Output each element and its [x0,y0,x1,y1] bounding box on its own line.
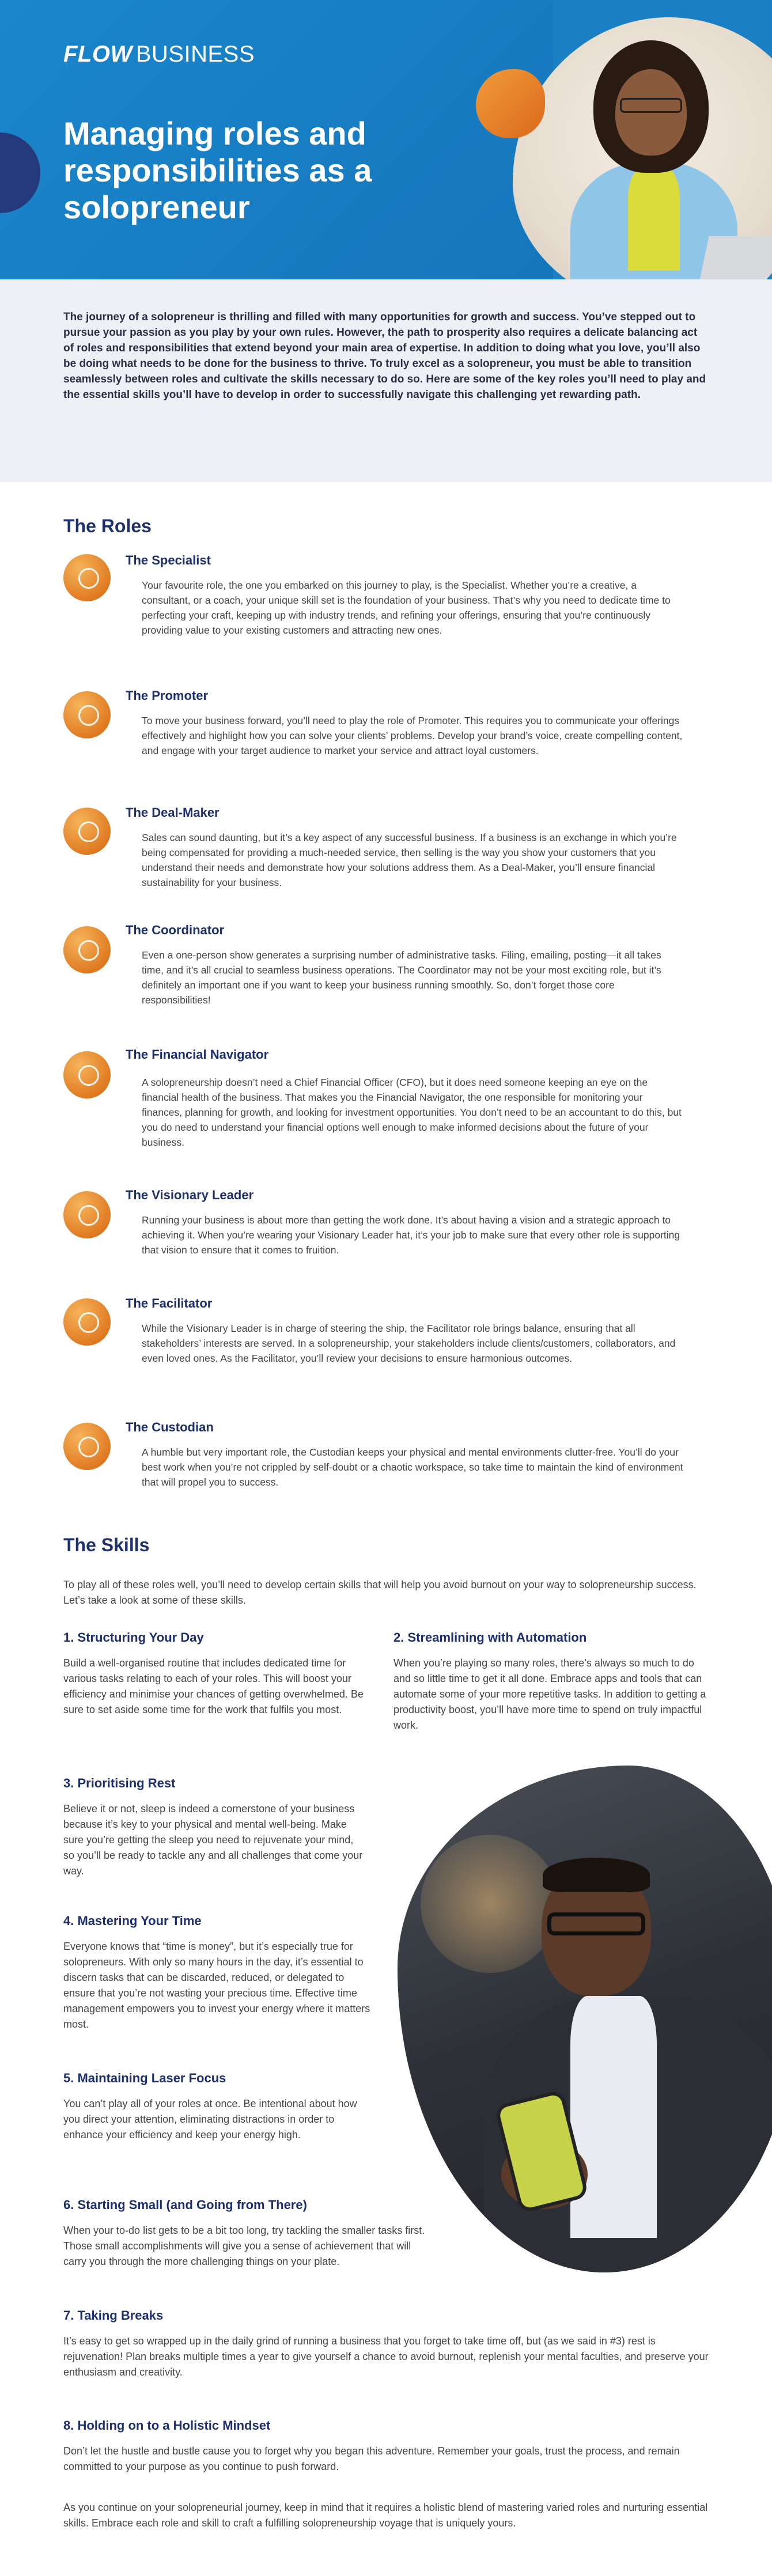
skills-intro: To play all of these roles well, you’ll need to develop certain skills that will help you avoid burnout on your way to solopreneurship success. Let’s take a look at some of these skills. [63,1579,697,1606]
specialist-icon [63,554,111,601]
skill-text-4: Everyone knows that “time is money”, but it’s especially true for solopreneurs. With only so many hours in the day, it’s essential to discern tasks that can be discarded, reduced, or delegated to ensure that you’re not wasting your precious time. Effective time management empowers you to invest your energy where it matters most. [63,1941,370,2030]
photo-shirt [570,1996,657,2238]
skill-title-2: 2. Streamlining with Automation [393,1630,587,1645]
role-text-visionary-leader: Running your business is about more than getting the work done. It’s about having a vision and a strategic approach to achieving it. When you’re wearing your Visionary Leader hat, it’s your job to make sure that every other role is supporting that vision to ensure that it comes to fruition. [142,1214,680,1256]
brand-name-light: BUSINESS [135,41,255,67]
intro-paragraph: The journey of a solopreneur is thrilling and filled with many opportunities for growth and success. You’ve stepped out to pursue your passion as you play by your own rules. However, the path to prosperity also requires a delicate balancing act of roles and responsibilities that extend beyond your main area of expertise. In addition to doing what you love, you’ll also be doing what needs to be done for the business to thrive. To truly excel as a solopreneur, you must be able to transition seamlessly between roles and cultivate the skills necessary to do so. Here are some of the key roles you’ll need to play and the essential skills you’ll have to develop in order to successfully navigate this challenging yet rewarding path. [63,311,706,401]
skill-text-2: When you’re playing so many roles, there’s always so much to do and so little time to get it all done. Embrace apps and tools that can automate some of your more repetitive tasks. In addition to getting a productivity boost, you’ll have more time to spend on truly impactful work. [393,1657,706,1731]
role-title-coordinator: The Coordinator [126,923,225,937]
role-title-specialist: The Specialist [126,553,211,567]
orange-blob-decoration [476,69,545,138]
role-text-specialist: Your favourite role, the one you embarked on this journey to play, is the Specialist. Whether you’re a creative, a consultant, or a coach, your unique skill set is the foundation of your business. That’s why you need to dedicate time to perfecting your craft, keeping up with industry trends, and refining your offerings, ensuring that you’re continuously providing value to your existing customers and attracting new ones. [142,579,671,636]
role-text-promoter: To move your business forward, you’ll need to play the role of Promoter. This requires you to communicate your offerings effectively and highlight how you can solve your clients’ problems. Develop your brand’s voice, create compelling content, and engage with your target audience to market your service and attract loyal customers. [142,715,683,756]
skill-text-3: Believe it or not, sleep is indeed a cornerstone of your business because it’s key to your physical and mental well-being. Make sure you’re getting the sleep you need to rejuvenate your mind, so you’ll be ready to tackle any and all challenges that come your way. [63,1803,363,1877]
skill-title-8: 8. Holding on to a Holistic Mindset [63,2418,271,2433]
photo-laptop [697,236,772,279]
skill-text-5: You can’t play all of your roles at once. Be intentional about how you direct your attention, eliminating distractions in order to enhance your efficiency and keep your energy high. [63,2098,357,2141]
custodian-shield-icon [63,1423,111,1470]
skill-title-1: 1. Structuring Your Day [63,1630,204,1645]
skills-heading: The Skills [63,1535,150,1555]
photo-glasses [620,98,682,113]
brand-logo [63,41,255,67]
skill-text-6: When your to-do list gets to be a bit too long, try tackling the smaller tasks first. Those small accomplishments will give you a sense of achievement that will carry you through the more challenging things on your plate. [63,2225,425,2267]
role-text-custodian: A humble but very important role, the Custodian keeps your physical and mental environments clutter-free. You’ll do your best work when you’re not crippled by self-doubt or a chaotic workspace, so take time to maintain the kind of environment that will propel you to success. [142,1446,683,1488]
role-text-coordinator: Even a one-person show generates a surprising number of administrative tasks. Filing, emailing, posting—it all takes time, and it’s all crucial to seamless business operations. The Coordinator may not be your most exciting role, but it’s definitely an important one if you want to keep your business running smoothly. So, don’t forget those core responsibilities! [142,949,661,1006]
closing-paragraph: As you continue on your solopreneurial journey, keep in mind that it requires a holistic blend of mastering varied roles and nurturing essential skills. Embrace each role and skill to craft a fulfilling solopreneurship voyage that is uniquely yours. [63,2502,708,2529]
skill-text-7: It’s easy to get so wrapped up in the daily grind of running a business that you forget to take time off, but (as we said in #3) rest is rejuvenation! Plan breaks multiple times a year to give yourself a chance to avoid burnout, replenish your mental faculties, and preserve your enthusiasm and creativity. [63,2335,709,2378]
facilitator-scale-icon [63,1298,111,1346]
roles-heading: The Roles [63,516,152,536]
megaphone-icon [63,691,111,738]
gear-icon [63,926,111,973]
brand-name-bold: FLOW [63,41,133,67]
skill-title-7: 7. Taking Breaks [63,2308,164,2323]
intro-section [0,279,772,482]
finance-chart-icon [63,1051,111,1098]
skill-title-3: 3. Prioritising Rest [63,1776,176,1790]
role-text-deal-maker: Sales can sound daunting, but it’s a key aspect of any successful business. If a business is an exchange in which you’re being compensated for providing a much-needed service, then selling is the way you show your customers that you understand their needs and demonstrate how your solutions address them. As a Deal-Maker, you’ll ensure financial sustainability for your business. [142,832,677,888]
skill-title-4: 4. Mastering Your Time [63,1914,202,1928]
skill-title-6: 6. Starting Small (and Going from There) [63,2198,307,2212]
vision-eye-icon [63,1191,111,1238]
skill-title-5: 5. Maintaining Laser Focus [63,2071,226,2085]
photo-shirt [628,167,680,271]
skill-text-8: Don’t let the hustle and bustle cause you to forget why you began this adventure. Remember your goals, trust the process, and remain committed to your purpose as you continue to push forward. [63,2445,680,2472]
role-text-facilitator: While the Visionary Leader is in charge of steering the ship, the Facilitator role brings balance, ensuring that all stakeholders’ interests are served. In a solopreneurship, your stakeholders include clients/customers, collaborators, and even loved ones. As the Facilitator, you’ll review your decisions to ensure harmonious outcomes. [142,1323,676,1364]
role-text-financial-navigator: A solopreneurship doesn’t need a Chief Financial Officer (CFO), but it does need someone keeping an eye on the financial health of the business. That makes you the Financial Navigator, the one responsible for monitoring your finances, planning for growth, and looking for investment opportunities. You don’t need to be an accountant to do this, but you do need to understand your financial options well enough to make informed decisions about the future of your business. [142,1077,682,1148]
hero-banner [0,0,772,279]
handshake-icon [63,808,111,855]
photo-background-light [421,1835,559,1973]
page-title: Managing roles and responsibilities as a solopreneur [63,115,372,225]
role-title-custodian: The Custodian [126,1420,214,1434]
skill-text-1: Build a well-organised routine that includes dedicated time for various tasks relating to each of your roles. This will boost your efficiency and minimise your chances of getting overwhelmed. Be sure to set aside some time for the work that fulfils you most. [63,1657,364,1715]
role-title-deal-maker: The Deal-Maker [126,805,220,820]
role-title-visionary-leader: The Visionary Leader [126,1188,254,1202]
photo-hair [543,1858,650,1892]
photo-glasses [547,1912,645,1935]
role-title-financial-navigator: The Financial Navigator [126,1047,269,1062]
role-title-promoter: The Promoter [126,688,209,703]
skills-photo-man-with-phone [398,1766,772,2272]
role-title-facilitator: The Facilitator [126,1296,213,1310]
